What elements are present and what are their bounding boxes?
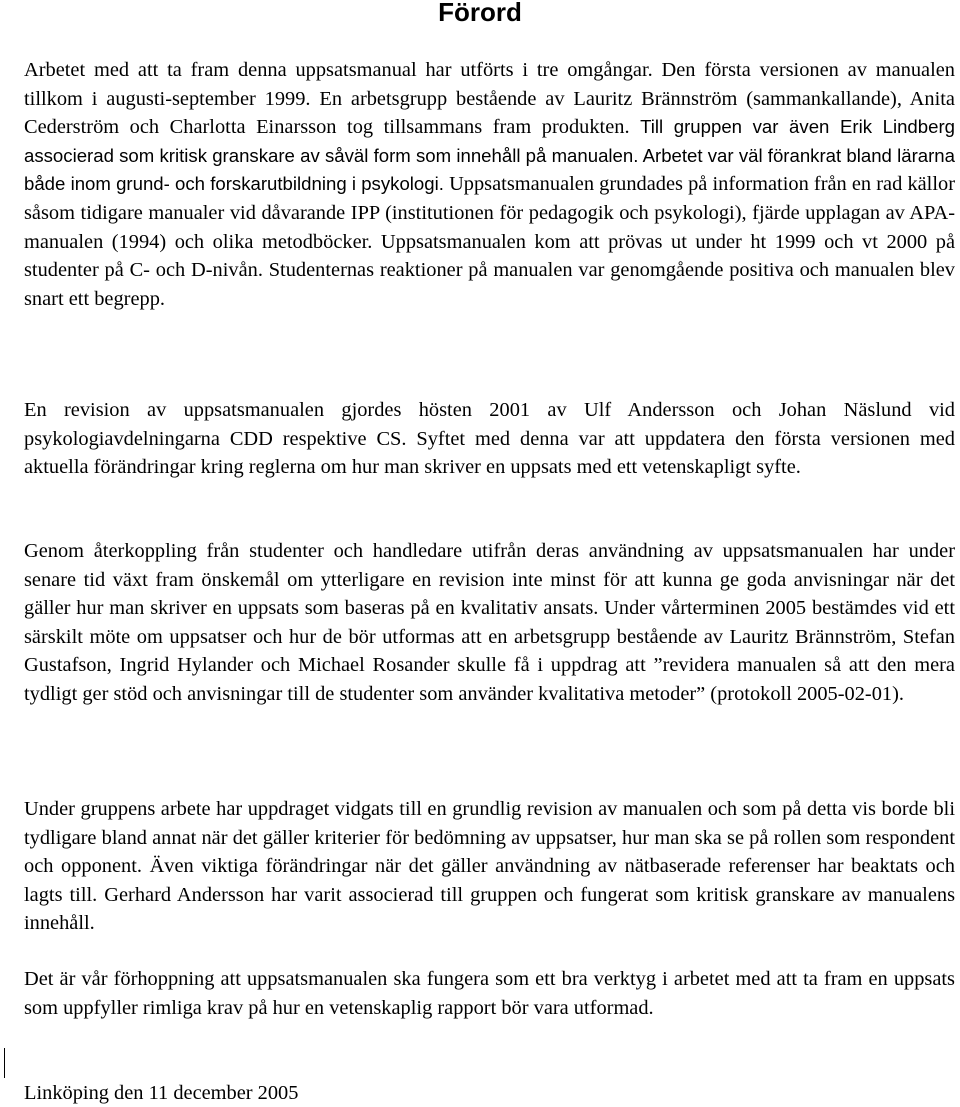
paragraph-1-part-1: Arbetet med att ta fram denna uppsatsmanual har utförts i tre omgångar. Den första versionen av manualen tillkom i augusti-september 1999. En arbetsgrupp bestående av Lauritz Brännström (sammankallande), Anita Cederström och Charlotta Einarsson tog tillsammans fram produkten. <box>24 59 955 139</box>
paragraph-1-part-3: Uppsatsmanualen grundades på information från en rad källor såsom tidigare manualer vid dåvarande IPP (institutionen för pedagogik och psykologi), fjärde upplagan av APA-manualen (1994) och olika metodböcker. Uppsatsmanualen kom att prövas ut under ht 1999 och vt 2000 på studenter på C- och D-nivån. Studenternas reaktioner på manualen var genomgående positiva och manualen blev snart ett begrepp. <box>24 173 956 310</box>
closing-dateline: Linköping den 11 december 2005 <box>24 1082 299 1104</box>
paragraph-1-part-2: Till gruppen var även Erik Lindberg associerad som kritisk granskare av såväl form som innehåll på manualen. Arbetet var väl förankrat bland lärarna både inom grund- och forskarutbildning i psykologi. <box>24 116 955 195</box>
paragraph-5: Det är vår förhoppning att uppsatsmanualen ska fungera som ett bra verktyg i arbetet med att ta fram en uppsats som uppfyller rimliga krav på hur en vetenskaplig rapport bör vara utformad. <box>24 968 955 1019</box>
page-title: Förord <box>438 0 522 27</box>
paragraph-4: Under gruppens arbete har uppdraget vidgats till en grundlig revision av manualen och som på detta vis borde bli tydligare bland annat när det gäller kriterier för bedömning av uppsatser, hur man ska se på rollen som respondent och opponent. Även viktiga förändringar när det gäller användning av nätbaserade referenser har beaktats och lagts till. Gerhard Andersson har varit associerad till gruppen och fungerat som kritisk granskare av manualens innehåll. <box>24 798 955 935</box>
paragraph-2: En revision av uppsatsmanualen gjordes hösten 2001 av Ulf Andersson och Johan Näslund vid psykologiavdelningarna CDD respektive CS. Syftet med denna var att uppdatera den första versionen med aktuella förändringar kring reglerna om hur man skriver en uppsats med ett vetenskapligt syfte. <box>24 399 955 479</box>
paragraph-1 <box>24 56 955 313</box>
paragraph-3: Genom återkoppling från studenter och handledare utifrån deras användning av uppsatsmanualen har under senare tid växt fram önskemål om ytterligare en revision inte minst för att kunna ge goda anvisningar när det gäller hur man skriver en uppsats som baseras på en kvalitativ ansats. Under vårterminen 2005 bestämdes vid ett särskilt möte om uppsatser och hur de bör utformas att en arbetsgrupp bestående av Lauritz Brännström, Stefan Gustafson, Ingrid Hylander och Michael Rosander skulle få i uppdrag att ”revidera manualen så att den mera tydligt ger stöd och anvisningar till de studenter som använder kvalitativa metoder” (protokoll 2005-02-01). <box>24 540 955 705</box>
revision-change-bar <box>4 1048 5 1078</box>
